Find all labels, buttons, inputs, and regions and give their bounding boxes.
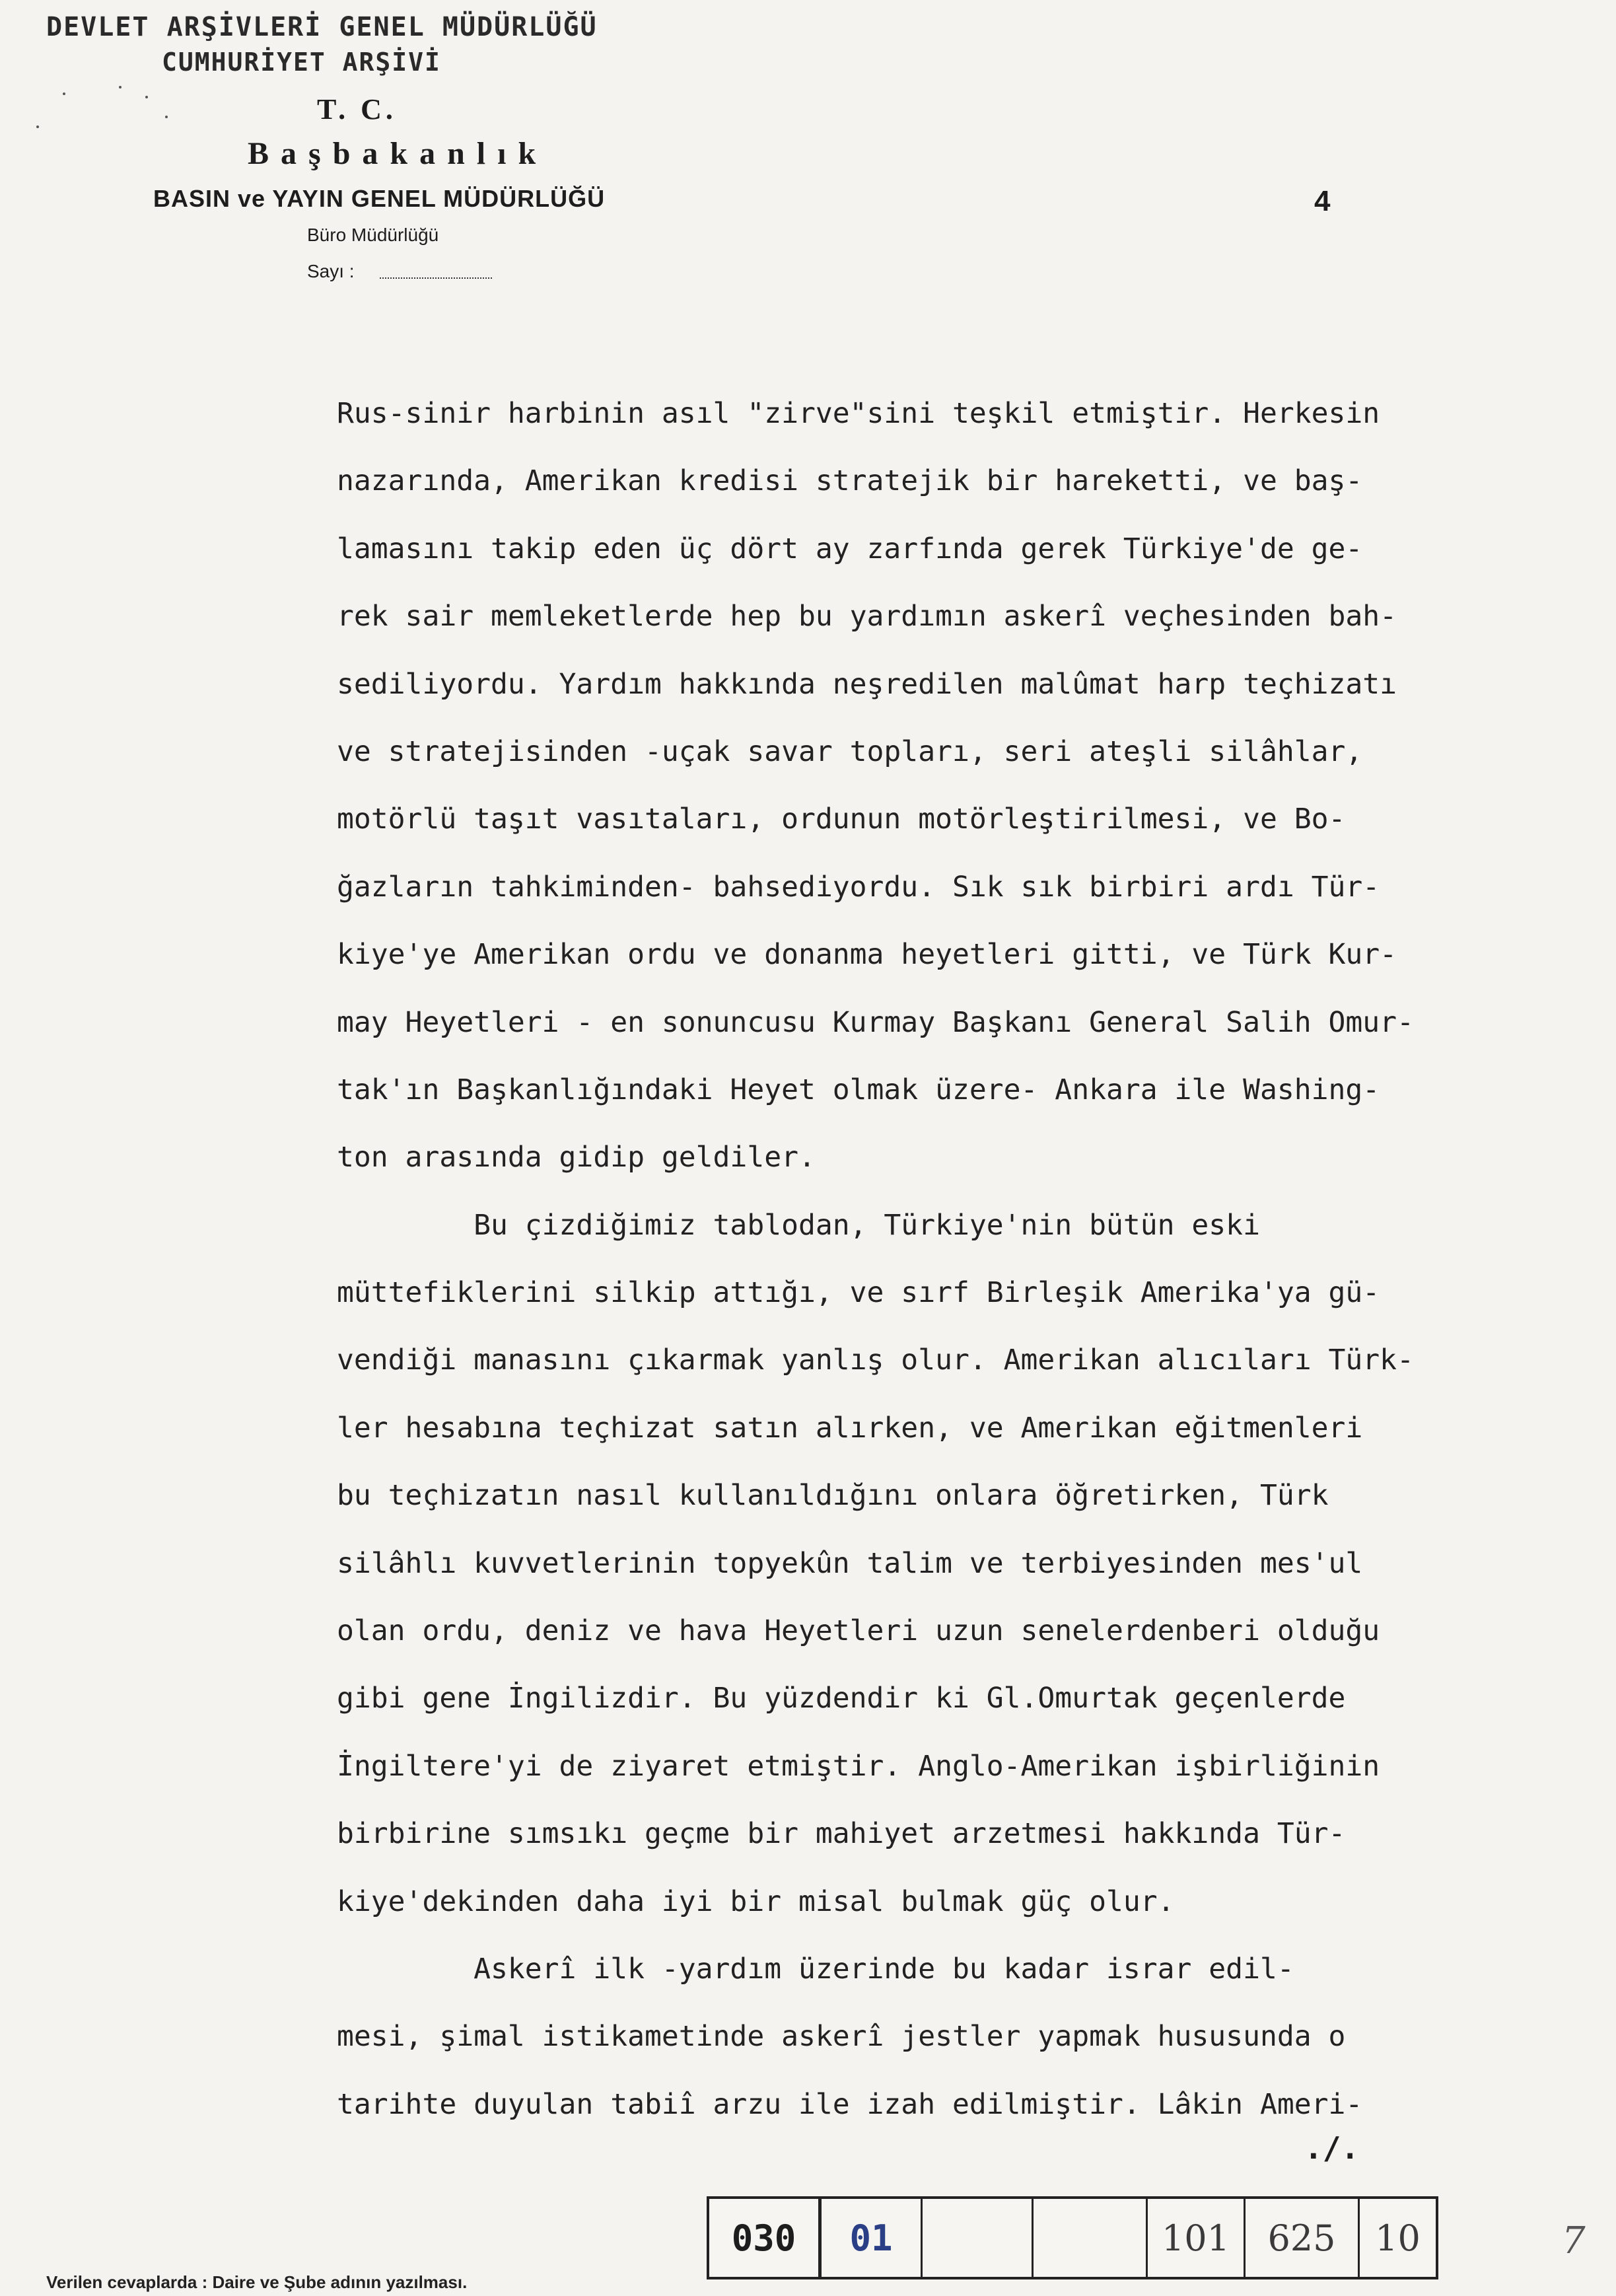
- body-line: tarihte duyulan tabiî arzu ile izah edilmiştir. Lâkin Ameri-: [337, 2087, 1363, 2121]
- letterhead-ministry: Başbakanlık: [248, 136, 548, 171]
- letterhead-tc: T. C.: [317, 93, 397, 126]
- body-line: motörlü taşıt vasıtaları, ordunun motörleştirilmesi, ve Bo-: [337, 803, 1346, 836]
- archive-code-box: [707, 2196, 1438, 2279]
- body-line: ve stratejisinden -uçak savar topları, seri ateşli silâhlar,: [337, 735, 1363, 768]
- document-body: [337, 380, 1572, 2138]
- archive-code-cell: 101: [1148, 2199, 1246, 2277]
- body-line: sediliyordu. Yardım hakkında neşredilen malûmat harp teçhizatı: [337, 667, 1397, 701]
- page-number: 4: [1314, 185, 1331, 217]
- body-line: bu teçhizatın nasıl kullanıldığını onlara öğretirken, Türk: [337, 1479, 1329, 1513]
- body-line: nazarında, Amerikan kredisi stratejik bir hareketti, ve baş-: [337, 464, 1363, 498]
- archive-code-cell: 10: [1375, 2217, 1421, 2259]
- body-line: rek sair memleketlerde hep bu yardımın askerî veçhesinden bah-: [337, 600, 1397, 633]
- body-line: ğazların tahkiminden- bahsediyordu. Sık sık birbiri ardı Tür-: [337, 870, 1380, 904]
- number-fill-line: [380, 277, 492, 279]
- body-line: ton arasında gidip geldiler.: [337, 1141, 816, 1174]
- archive-stamp-line1: DEVLET ARŞİVLERİ GENEL MÜDÜRLÜĞÜ: [46, 12, 598, 42]
- letterhead-directorate: BASIN ve YAYIN GENEL MÜDÜRLÜĞÜ: [153, 185, 606, 212]
- body-line: mesi, şimal istikametinde askerî jestler yapmak hususunda o: [337, 2020, 1346, 2054]
- letterhead-office: Büro Müdürlüğü: [307, 225, 439, 245]
- body-line: vendiği manasını çıkarmak yanlış olur. Amerikan alıcıları Türk-: [337, 1344, 1414, 1377]
- body-line: müttefiklerini silkip attığı, ve sırf Birleşik Amerika'ya gü-: [337, 1276, 1380, 1310]
- body-line: Bu çizdiğimiz tablodan, Türkiye'nin bütün eski: [337, 1208, 1260, 1242]
- body-line: gibi gene İngilizdir. Bu yüzdendir ki Gl.Omurtak geçenlerde: [337, 1682, 1346, 1715]
- archive-code-cell: 030: [709, 2199, 822, 2277]
- footer-note: Verilen cevaplarda : Daire ve Şube adının yazılması.: [46, 2272, 468, 2292]
- body-line: lamasını takip eden üç dört ay zarfında gerek Türkiye'de ge-: [337, 532, 1363, 565]
- body-line: kiye'dekinden daha iyi bir misal bulmak güç olur.: [337, 1884, 1175, 1918]
- body-line: silâhlı kuvvetlerinin topyekûn talim ve terbiyesinden mes'ul: [337, 1546, 1363, 1580]
- body-line: kiye'ye Amerikan ordu ve donanma heyetleri gitti, ve Türk Kur-: [337, 938, 1397, 972]
- body-line: ler hesabına teçhizat satın alırken, ve Amerikan eğitmenleri: [337, 1411, 1363, 1445]
- body-line: may Heyetleri - en sonuncusu Kurmay Başkanı General Salih Omur-: [337, 1005, 1414, 1039]
- archive-stamp-line2: CUMHURİYET ARŞİVİ: [162, 48, 441, 77]
- body-line: birbirine sımsıkı geçme bir mahiyet arzetmesi hakkında Tür-: [337, 1817, 1346, 1851]
- letterhead-number-label: Sayı :: [307, 261, 355, 281]
- body-line: olan ordu, deniz ve hava Heyetleri uzun senelerdenberi olduğu: [337, 1614, 1380, 1648]
- sheet-number: 7: [1562, 2219, 1586, 2262]
- body-line: tak'ın Başkanlığındaki Heyet olmak üzere- Ankara ile Washing-: [337, 1073, 1380, 1106]
- archive-code-cell: 625: [1246, 2199, 1360, 2277]
- continuation-mark: ./.: [1304, 2130, 1360, 2166]
- archive-code-cell: 01: [822, 2199, 923, 2277]
- body-line: Askerî ilk -yardım üzerinde bu kadar israr edil-: [337, 1952, 1294, 1986]
- archive-code-cell: [923, 2199, 1034, 2277]
- body-line: Rus-sinir harbinin asıl "zirve"sini teşkil etmiştir. Herkesin: [337, 397, 1380, 430]
- archive-code-cell: [1034, 2199, 1148, 2277]
- body-line: İngiltere'yi de ziyaret etmiştir. Anglo-Amerikan işbirliğinin: [337, 1749, 1380, 1783]
